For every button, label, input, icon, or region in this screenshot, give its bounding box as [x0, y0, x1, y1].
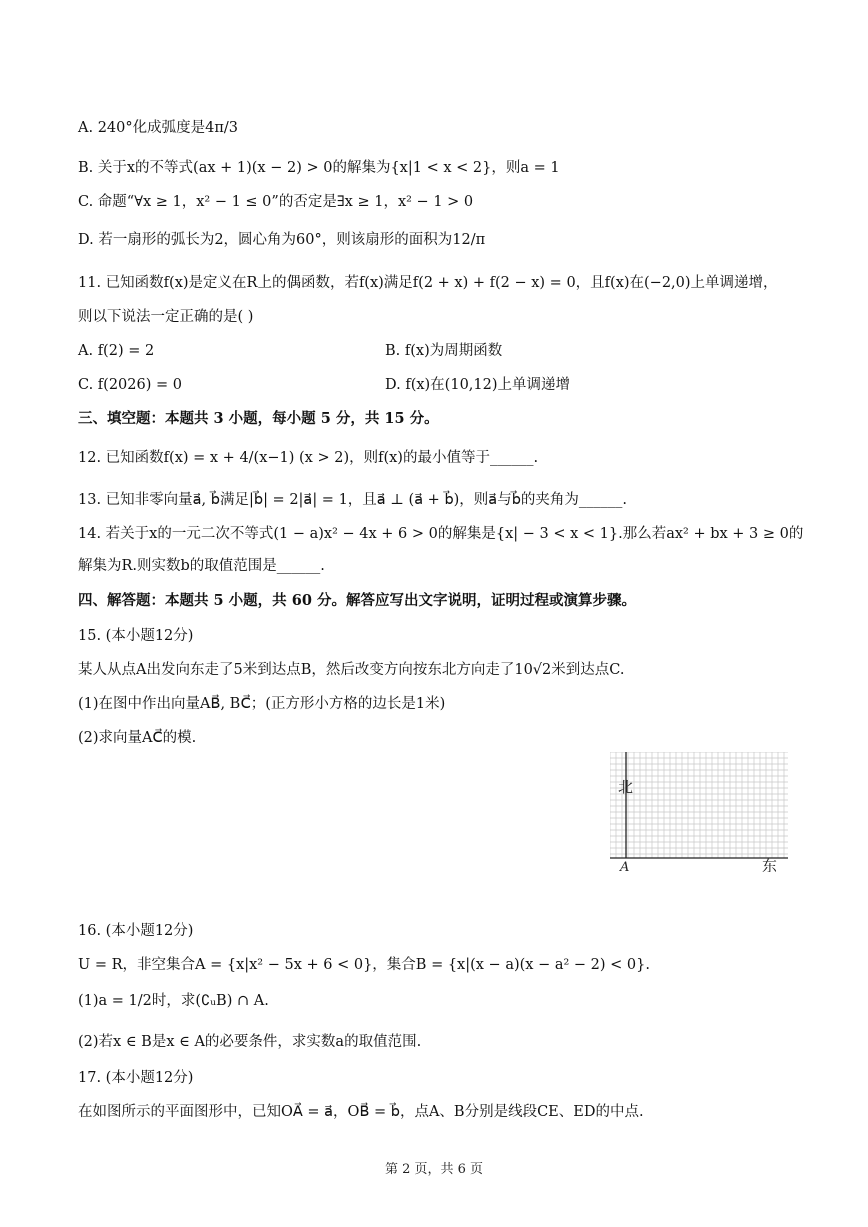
grid-figure	[610, 752, 788, 872]
option-a-line: A. 240°化成弧度是4π/3	[78, 120, 238, 136]
option-b-line: B. 关于x的不等式(ax + 1)(x − 2) > 0的解集为{x|1 < x < 2}，则a = 1	[78, 160, 560, 176]
section-heading-fill-blank: 三、填空题：本题共 3 小题，每小题 5 分，共 15 分。	[78, 410, 439, 427]
q11-option-d: D. f(x)在(10,12)上单调递增	[385, 377, 571, 393]
question-17-header: 17. (本小题12分)	[78, 1070, 194, 1086]
east-label: 东	[762, 857, 778, 872]
option-d-line: D. 若一扇形的弧长为2，圆心角为60°，则该扇形的面积为12/π	[78, 232, 486, 248]
question-15-header: 15. (本小题12分)	[78, 628, 194, 644]
question-17-stem: 在如图所示的平面图形中，已知OA⃗ = a⃗，OB⃗ = b⃗，点A、B分别是线段CE、ED的中点.	[78, 1104, 644, 1120]
point-a-label: A	[620, 860, 630, 872]
north-label: 北	[618, 778, 634, 796]
question-11-stem: 11. 已知函数f(x)是定义在R上的偶函数，若f(x)满足f(2 + x) + f(2 − x) = 0，且f(x)在(−2,0)上单调递增，	[78, 275, 778, 291]
question-14-cont: 解集为R.则实数b的取值范围是______.	[78, 558, 325, 574]
question-11-stem-cont: 则以下说法一定正确的是( )	[78, 309, 254, 325]
question-15-part-2: (2)求向量AC⃗的模.	[78, 730, 197, 746]
q11-option-a: A. f(2) = 2	[78, 343, 155, 359]
question-14: 14. 若关于x的一元二次不等式(1 − a)x² − 4x + 6 > 0的解集是{x| − 3 < x < 1}.那么若ax² + bx + 3 ≥ 0的	[78, 526, 804, 542]
q11-option-c: C. f(2026) = 0	[78, 377, 182, 393]
question-16-header: 16. (本小题12分)	[78, 923, 194, 939]
page-footer: 第 2 页，共 6 页	[384, 1162, 484, 1177]
question-16-stem: U = R，非空集合A = {x|x² − 5x + 6 < 0}，集合B = {x|(x − a)(x − a² − 2) < 0}.	[78, 957, 650, 973]
section-heading-answer: 四、解答题：本题共 5 小题，共 60 分。解答应写出文字说明，证明过程或演算步骤。	[78, 592, 636, 609]
q11-option-b: B. f(x)为周期函数	[385, 343, 503, 359]
question-13: 13. 已知非零向量a⃗, b⃗满足|b⃗| = 2|a⃗| = 1，且a⃗ ⊥ (a⃗ + b⃗)，则a⃗与b⃗的夹角为______.	[78, 492, 628, 508]
question-15-stem: 某人从点A出发向东走了5米到达点B，然后改变方向按东北方向走了10√2米到达点C.	[78, 662, 625, 678]
question-12: 12. 已知函数f(x) = x + 4/(x−1) (x > 2)，则f(x)的最小值等于______.	[78, 450, 539, 466]
option-c-line: C. 命题“∀x ≥ 1，x² − 1 ≤ 0”的否定是∃x ≥ 1，x² − 1 > 0	[78, 194, 474, 210]
question-16-part-2: (2)若x ∈ B是x ∈ A的必要条件，求实数a的取值范围.	[78, 1034, 422, 1050]
question-16-part-1: (1)a = 1/2时，求(∁ᵤB) ∩ A.	[78, 993, 269, 1009]
question-15-part-1: (1)在图中作出向量AB⃗, BC⃗；(正方形小方格的边长是1米)	[78, 696, 446, 712]
